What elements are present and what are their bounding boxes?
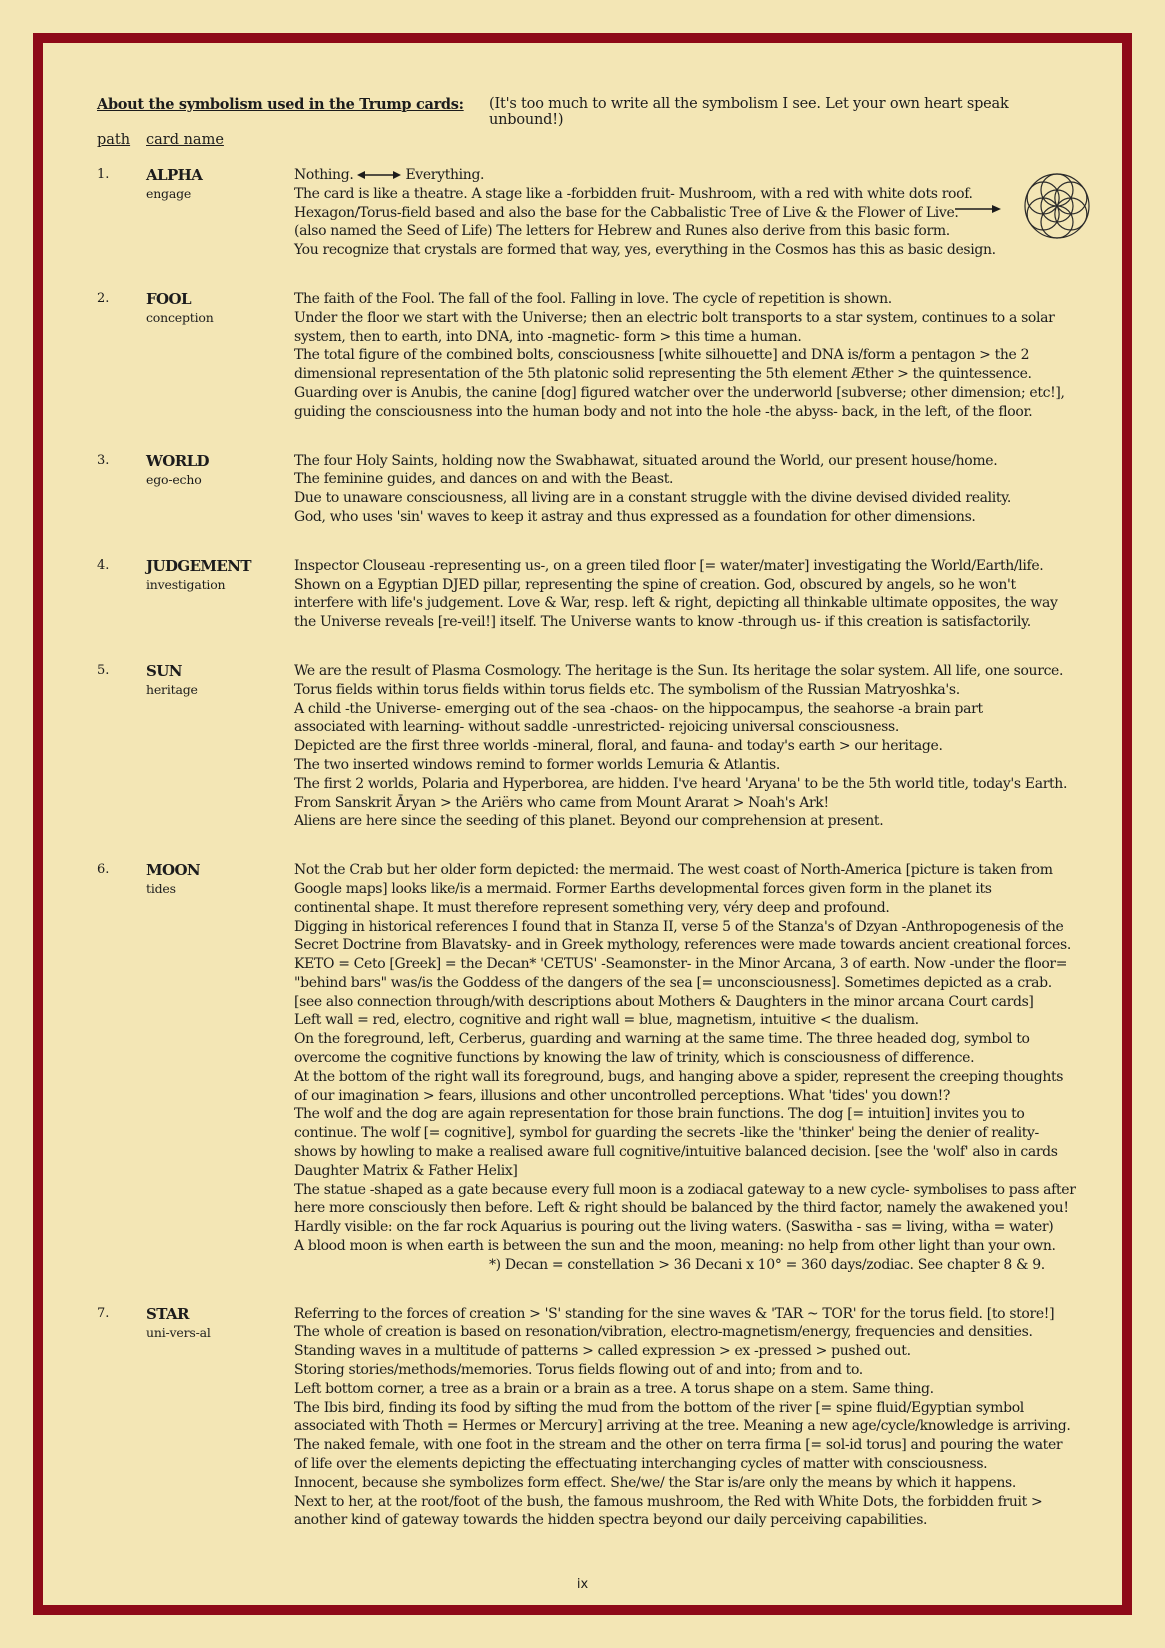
flower-of-life-icon	[1015, 164, 1099, 248]
line-text: Hexagon/Torus-field based and also the base for the Cabbalistic Tree of Live & the Flower of Live.	[294, 204, 959, 221]
description-line	[294, 594, 1077, 613]
description-line	[294, 613, 1077, 632]
description-line	[294, 1181, 1077, 1200]
description-line	[294, 681, 1077, 700]
card-description	[294, 452, 1077, 527]
line-text: associated with learning- without saddle -unrestricted- rejoicing universal consciousness.	[294, 719, 899, 736]
path-number: 7.	[97, 1305, 110, 1321]
line-text: Left wall = red, electro, cognitive and right wall = blue, magnetism, intuitive < the dualism.	[294, 1012, 919, 1029]
path-number: 6.	[97, 862, 110, 878]
line-text: Digging in historical references I found that in Stanza II, verse 5 of the Stanza's of Dzyan -Anthropogenesis of the	[294, 918, 1064, 935]
card-description	[294, 290, 1077, 422]
line-text: Innocent, because she symbolizes form effect. She/we/ the Star is/are only the means by which it happens.	[294, 1474, 1016, 1491]
description-line	[294, 1511, 1077, 1530]
description-line	[294, 290, 1077, 309]
line-text: Google maps] looks like/is a mermaid. Former Earths developmental forces given form in the planet its	[294, 880, 992, 897]
card-entries	[97, 166, 1077, 1530]
description-line	[294, 1305, 1077, 1324]
card-entry-judgement	[97, 557, 1077, 632]
description-line	[294, 1162, 1077, 1181]
description-line	[294, 993, 1077, 1012]
card-subtitle: investigation	[146, 576, 226, 592]
line-text: The two inserted windows remind to former worlds Lemuria & Atlantis.	[294, 756, 780, 773]
description-line	[294, 1199, 1077, 1218]
description-line	[294, 384, 1077, 403]
description-line	[294, 1399, 1077, 1418]
line-text: Not the Crab but her older form depicted: the mermaid. The west coast of North-America [picture is taken from	[294, 862, 1053, 879]
description-line	[294, 974, 1077, 993]
line-text-tail: Everything.	[405, 167, 485, 183]
line-text: of life over the elements depicting the effectuating interchanging cycles of matter with consciousness.	[294, 1456, 988, 1473]
line-text: The four Holy Saints, holding now the Swabhawat, situated around the World, our present house/home.	[294, 452, 998, 469]
line-text: Under the floor we start with the Universe; then an electric bolt transports to a star system, continues to a solar	[294, 309, 1055, 326]
description-line	[294, 309, 1077, 328]
description-line	[294, 1105, 1077, 1124]
line-text: (also named the Seed of Life) The letters for Hebrew and Runes also derive from this basic form.	[294, 223, 950, 240]
line-text: Storing stories/methods/memories. Torus fields flowing out of and into; from and to.	[294, 1362, 863, 1379]
column-path: path	[97, 132, 131, 148]
line-text: Secret Doctrine from Blavatsky- and in Greek mythology, references were made towards ancient creational forces.	[294, 937, 1071, 954]
card-subtitle: conception	[146, 309, 214, 325]
line-text: We are the result of Plasma Cosmology. The heritage is the Sun. Its heritage the solar system. All life, one source.	[294, 662, 1064, 679]
path-number: 3.	[97, 452, 110, 468]
line-text: God, who uses 'sin' waves to keep it astray and thus expressed as a foundation for other dimensions.	[294, 508, 976, 525]
description-line	[294, 794, 1077, 813]
footnote: *) Decan = constellation > 36 Decani x 10° = 360 days/zodiac. See chapter 8 & 9.	[489, 1256, 1045, 1273]
description-line	[294, 1436, 1077, 1455]
line-text: Torus fields within torus fields within torus fields etc. The symbolism of the Russian Matryoshka's.	[294, 681, 960, 698]
description-line	[294, 1011, 1077, 1030]
card-name: STAR	[146, 1304, 189, 1323]
description-line	[294, 1455, 1077, 1474]
line-text: The wolf and the dog are again representation for those brain functions. The dog [= intuition] invites you to	[294, 1106, 1025, 1123]
line-text: system, then to earth, into DNA, into -magnetic- form > this time a human.	[294, 328, 802, 345]
line-text: KETO = Ceto [Greek] = the Decan* 'CETUS' -Seamonster- in the Minor Arcana, 3 of earth. Now -under the floor=	[294, 956, 1068, 973]
line-text: The first 2 worlds, Polaria and Hyperborea, are hidden. I've heard 'Aryana' to be the 5th world title, today's Earth.	[294, 775, 1068, 792]
line-text: Guarding over is Anubis, the canine [dog] figured watcher over the underworld [subverse; other dimension; etc!],	[294, 384, 1065, 401]
description-line	[294, 1237, 1077, 1256]
card-name: WORLD	[146, 451, 209, 470]
line-text: guiding the consciousness into the human body and not into the hole -the abyss- back, in the left, of the floor.	[294, 403, 1033, 420]
line-text: interfere with life's judgement. Love & War, resp. left & right, depicting all thinkable ultimate opposites, the way	[294, 595, 1058, 612]
line-text: The faith of the Fool. The fall of the fool. Falling in love. The cycle of repetition is shown.	[294, 290, 892, 307]
description-line	[294, 1342, 1077, 1361]
description-line	[294, 403, 1077, 422]
line-text: of our imagination > fears, illusions and other uncontrolled perceptions. What 'tides' you down!?	[294, 1087, 951, 1104]
column-card-name: card name	[146, 132, 224, 148]
description-line	[294, 756, 1077, 775]
line-text: Aliens are here since the seeding of this planet. Beyond our comprehension at present.	[294, 813, 884, 830]
description-line	[294, 1474, 1077, 1493]
line-text: From Sanskrit Āryan > the Ariërs who came from Mount Ararat > Noah's Ark!	[294, 794, 829, 811]
description-line	[294, 880, 1077, 899]
line-text: A blood moon is when earth is between the sun and the moon, meaning: no help from other light than your own.	[294, 1238, 1056, 1255]
description-line	[294, 1361, 1077, 1380]
card-name: FOOL	[146, 289, 191, 308]
card-name: ALPHA	[146, 166, 203, 184]
description-line	[294, 918, 1077, 937]
description-line	[294, 452, 1077, 471]
card-entry-fool	[97, 290, 1077, 422]
line-text: Next to her, at the root/foot of the bush, the famous mushroom, the Red with White Dots, the forbidden fruit >	[294, 1493, 1043, 1510]
line-text: The naked female, with one foot in the stream and the other on terra firma [= sol-id torus] and pouring the water	[294, 1437, 1063, 1454]
line-text: The statue -shaped as a gate because every full moon is a zodiacal gateway to a new cycle- symbolises to pass after	[294, 1181, 1076, 1198]
card-description	[294, 557, 1077, 632]
page-title: About the symbolism used in the Trump cards:	[97, 96, 464, 113]
description-line	[294, 718, 1077, 737]
line-text: here more consciously then before. Left & right should be balanced by the third factor, namely the awakened you!	[294, 1200, 1069, 1217]
line-text: Shown on a Egyptian DJED pillar, representing the spine of creation. God, obscured by angels, so he won't	[294, 576, 1016, 593]
line-text: Inspector Clouseau -representing us-, on a green tiled floor [= water/mater] investigating the World/Earth/life.	[294, 557, 1044, 574]
description-line	[294, 1124, 1077, 1143]
right-arrow-icon	[955, 204, 1001, 214]
card-name: JUDGEMENT	[146, 556, 251, 575]
page-number: ix	[576, 1577, 589, 1592]
line-text: The Ibis bird, finding its food by sifting the mud from the bottom of the river [= spine fluid/Egyptian symbol	[294, 1399, 1024, 1416]
line-text: continental shape. It must therefore represent something very, véry deep and profound.	[294, 899, 890, 916]
description-line	[294, 241, 1077, 260]
line-text: Left bottom corner, a tree as a brain or a brain as a tree. A torus shape on a stem. Same thing.	[294, 1380, 934, 1397]
line-text: the Universe reveals [re-veil!] itself. The Universe wants to know -through us- if this creation is satisfactorily.	[294, 614, 1031, 631]
description-line	[294, 1417, 1077, 1436]
description-line	[294, 508, 1077, 527]
path-number: 5.	[97, 662, 110, 678]
line-text: The total figure of the combined bolts, consciousness [white silhouette] and DNA is/form a pentagon > the 2	[294, 347, 1030, 364]
path-number: 4.	[97, 557, 110, 573]
description-line	[294, 700, 1077, 719]
card-entry-alpha	[97, 166, 1077, 260]
line-text: dimensional representation of the 5th platonic solid representing the 5th element Æther > the quintessence.	[294, 366, 1032, 383]
card-subtitle: tides	[146, 881, 176, 897]
description-line	[294, 1068, 1077, 1087]
card-description	[294, 662, 1077, 831]
card-name: SUN	[146, 661, 182, 680]
description-line	[294, 557, 1077, 576]
line-text: Nothing.	[294, 167, 354, 183]
description-line	[294, 899, 1077, 918]
column-headers	[97, 132, 1077, 162]
description-line	[294, 955, 1077, 974]
document-body	[97, 96, 1077, 1530]
description-line	[294, 662, 1077, 681]
card-entry-world	[97, 452, 1077, 527]
description-line	[294, 1087, 1077, 1106]
card-entry-moon	[97, 861, 1077, 1275]
double-arrow-icon	[357, 170, 401, 180]
description-line	[294, 222, 1077, 241]
card-subtitle: heritage	[146, 681, 198, 697]
description-line	[294, 1030, 1077, 1049]
description-line	[294, 775, 1077, 794]
line-text: Hardly visible: on the far rock Aquarius is pouring out the living waters. (Saswitha - sas = living, witha = water)	[294, 1219, 1054, 1236]
heading-note: (It's too much to write all the symbolism I see. Let your own heart speak unbound!)	[489, 96, 1009, 128]
card-entry-sun	[97, 662, 1077, 831]
page-heading	[97, 96, 1077, 128]
description-line	[294, 365, 1077, 384]
description-line	[294, 1493, 1077, 1512]
path-number: 1.	[97, 167, 110, 182]
line-text: [see also connection through/with descriptions about Mothers & Daughters in the minor arcana Court cards]	[294, 993, 1034, 1010]
card-subtitle: engage	[146, 186, 192, 201]
card-subtitle: ego-echo	[146, 471, 202, 487]
description-line	[294, 489, 1077, 508]
description-line	[294, 1049, 1077, 1068]
description-line	[294, 737, 1077, 756]
line-text: Standing waves in a multitude of patterns > called expression > ex -pressed > pushed out.	[294, 1343, 911, 1360]
description-line	[294, 861, 1077, 880]
line-text: On the foreground, left, Cerberus, guarding and warning at the same time. The three headed dog, symbol to	[294, 1031, 1030, 1048]
path-number: 2.	[97, 290, 110, 306]
description-line	[294, 1143, 1077, 1162]
line-text: Daughter Matrix & Father Helix]	[294, 1162, 518, 1179]
description-line	[294, 166, 1077, 185]
description-line	[294, 576, 1077, 595]
description-line	[294, 346, 1077, 365]
description-line	[294, 328, 1077, 347]
line-text: shows by howling to make a realised aware full cognitive/intuitive balanced decision. [see the 'wolf' also in cards	[294, 1144, 1058, 1161]
line-text: Due to unaware consciousness, all living are in a constant struggle with the divine devised divided reality.	[294, 490, 1011, 507]
line-text: continue. The wolf [= cognitive], symbol for guarding the secrets -like the 'thinker' being the denier of reality-	[294, 1125, 1039, 1142]
description-line	[294, 936, 1077, 955]
line-text: Referring to the forces of creation > 'S' standing for the sine waves & 'TAR ~ TOR' for the torus field. [to store!]	[294, 1305, 1055, 1322]
line-text: The card is like a theatre. A stage like a -forbidden fruit- Mushroom, with a red with white dots roof.	[294, 185, 973, 202]
line-text: "behind bars" was/is the Goddess of the dangers of the sea [= unconsciousness]. Sometimes depicted as a crab.	[294, 974, 1052, 991]
line-text: You recognize that crystals are formed that way, yes, everything in the Cosmos has this as basic design.	[294, 242, 996, 259]
card-description	[294, 861, 1077, 1275]
line-text: A child -the Universe- emerging out of the sea -chaos- on the hippocampus, the seahorse -a brain part	[294, 700, 983, 717]
card-entry-star	[97, 1305, 1077, 1531]
description-line	[294, 1380, 1077, 1399]
card-subtitle: uni-vers-al	[146, 1324, 211, 1340]
description-line	[294, 1218, 1077, 1237]
line-text: Depicted are the first three worlds -mineral, floral, and fauna- and today's earth > our heritage.	[294, 738, 943, 755]
card-name: MOON	[146, 861, 201, 880]
line-text: associated with Thoth = Hermes or Mercury] arriving at the tree. Meaning a new age/cycle/knowledge is arriving.	[294, 1418, 1071, 1435]
description-line	[294, 1323, 1077, 1342]
line-text: At the bottom of the right wall its foreground, bugs, and hanging above a spider, represent the creeping thoughts	[294, 1068, 1064, 1085]
line-text: The feminine guides, and dances on and with the Beast.	[294, 471, 674, 488]
card-description	[294, 1305, 1077, 1531]
line-text: The whole of creation is based on resonation/vibration, electro-magnetism/energy, frequencies and densities.	[294, 1324, 1033, 1341]
description-line	[294, 470, 1077, 489]
line-text: another kind of gateway towards the hidden spectra beyond our daily perceiving capabilities.	[294, 1512, 928, 1529]
line-text: overcome the cognitive functions by knowing the law of trinity, which is consciousness of difference.	[294, 1050, 975, 1067]
description-line	[294, 812, 1077, 831]
description-line	[294, 185, 1077, 204]
